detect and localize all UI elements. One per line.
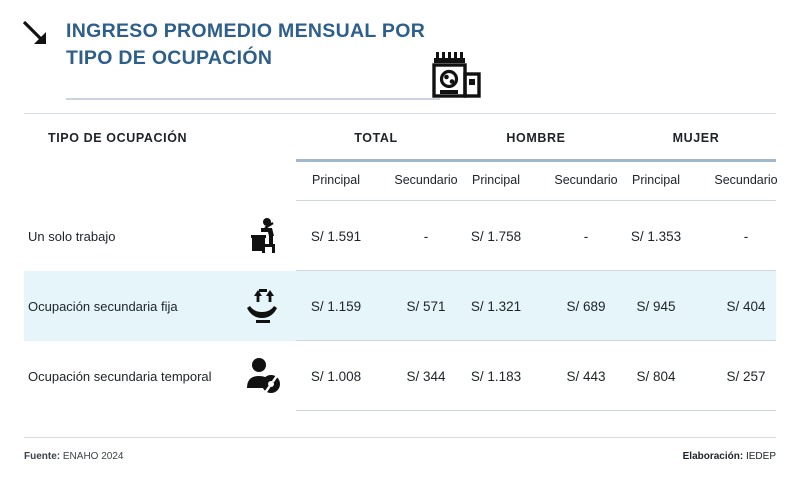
cell-mujer-secundario: S/ 404 [726,298,766,314]
cell-hombre-principal: S/ 1.758 [470,228,522,244]
table-row [24,201,776,271]
worker-at-desk-icon [240,214,286,258]
page-title-line-1: INGRESO PROMEDIO MENSUAL POR [66,20,426,42]
table-row [24,271,776,341]
cell-hombre-principal: S/ 1.321 [470,298,522,314]
cell-total-principal: S/ 1.159 [310,298,362,314]
footer-rule [24,437,776,438]
source-value: ENAHO 2024 [62,451,124,462]
cell-mujer-secundario: S/ 257 [726,368,766,384]
cell-mujer-principal: S/ 945 [636,298,676,314]
cell-mujer-principal: S/ 1.353 [630,228,682,244]
cell-hombre-secundario: S/ 443 [566,368,606,384]
row-label: Un solo trabajo [28,228,116,244]
elaboration-label: Elaboración: [682,451,744,462]
cell-total-secundario: - [423,228,429,244]
cell-hombre-secundario: S/ 689 [566,298,606,314]
page-title [66,18,486,72]
table-subheader-row [24,162,776,200]
subheader-mujer-secundario: Secundario [714,173,778,187]
row-label: Ocupación secundaria temporal [28,368,212,384]
column-header-total: TOTAL [354,131,398,145]
subheader-hombre-secundario: Secundario [554,173,618,187]
cell-hombre-principal: S/ 1.183 [470,368,522,384]
elaboration-note [683,451,776,462]
header [0,10,800,100]
cell-total-principal: S/ 1.591 [310,228,362,244]
cell-total-secundario: S/ 344 [406,368,446,384]
cell-total-secundario: S/ 571 [406,298,446,314]
cell-mujer-principal: S/ 804 [636,368,676,384]
column-header-mujer: MUJER [672,131,720,145]
arrow-down-right-icon [20,18,54,52]
subheader-total-secundario: Secundario [394,173,458,187]
factory-building-icon [428,46,484,102]
source-label: Fuente: [24,451,61,462]
cell-total-principal: S/ 1.008 [310,368,362,384]
cell-mujer-secundario: - [743,228,749,244]
source-note [24,451,123,462]
subheader-mujer-principal: Principal [632,173,680,187]
subheader-hombre-principal: Principal [472,173,520,187]
title-underline [66,98,440,100]
person-with-gear-icon [240,354,286,398]
cell-hombre-secundario: - [583,228,589,244]
elaboration-value: IEDEP [745,451,776,462]
page-title-line-2: TIPO DE OCUPACIÓN [66,47,273,69]
column-header-occupation: TIPO DE OCUPACIÓN [48,131,188,145]
hand-with-arrows-icon [240,284,286,328]
income-table [24,113,778,384]
row-divider [296,410,776,411]
table-body [24,201,776,411]
table-row [24,341,776,411]
subheader-total-principal: Principal [312,173,360,187]
row-label: Ocupación secundaria fija [28,298,178,314]
column-header-hombre: HOMBRE [506,131,566,145]
table-group-header-row [24,113,776,159]
